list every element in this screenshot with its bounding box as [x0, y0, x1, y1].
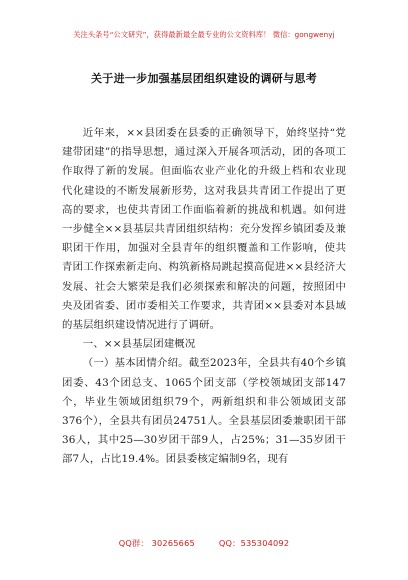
footer-banner — [0, 538, 408, 549]
document-body — [62, 124, 346, 470]
intro-paragraph: 近年来，××县团委在县委的正确领导下，始终坚持“党建带团建”的指导思想，通过深入开展各项活动，团的各项工作取得了新的发展。但面临农业产业化的升级上档和农业现代化建设的不断发展新形势，这对我县共青团工作提出了更高的要求，也使共青团工作面临着新的挑战和机遇。如何进一步健全××县基层共青团组织结构：充分发挥乡镇团委及兼职团干作用，加强对全县青年的组织覆盖和工作影响，使共青团工作探索新走向、构筑新格局跳起摸高促进××县经济大发展、社会大繁荣是我们必须探索和解决的问题，按照团中央及团省委、团市委相关工作要求，共青团××县委对本县域的基层组织建设情况进行了调研。 — [62, 127, 346, 332]
document-title: 关于进一步加强基层团组织建设的调研与思考 — [91, 72, 317, 85]
section-heading: 一、××县基层团建概况 — [82, 338, 196, 351]
footer-qq-contact: QQ：535304092 — [218, 538, 290, 548]
subsection-paragraph: （一）基本团情介绍。截至2023年，全县共有40个乡镇团委、43个团总支、1065个团支部（学校领域团支部147个，毕业生领域团组织79个，两新组织和非公领域团支部376个），全县共有团员24751人。全县基层团委兼职团干部36人，其中25—30岁团干部9人，占25%；31—35岁团干部7人，占比19.4%。团县委核定编制9名，现有 — [62, 357, 346, 466]
header-banner: 关注头条号“公文研究”，获得最新最全最专业的公文资料库！ 微信：gongwenyj — [73, 30, 335, 39]
footer-qq-group: QQ群： 30265665 — [118, 538, 195, 548]
